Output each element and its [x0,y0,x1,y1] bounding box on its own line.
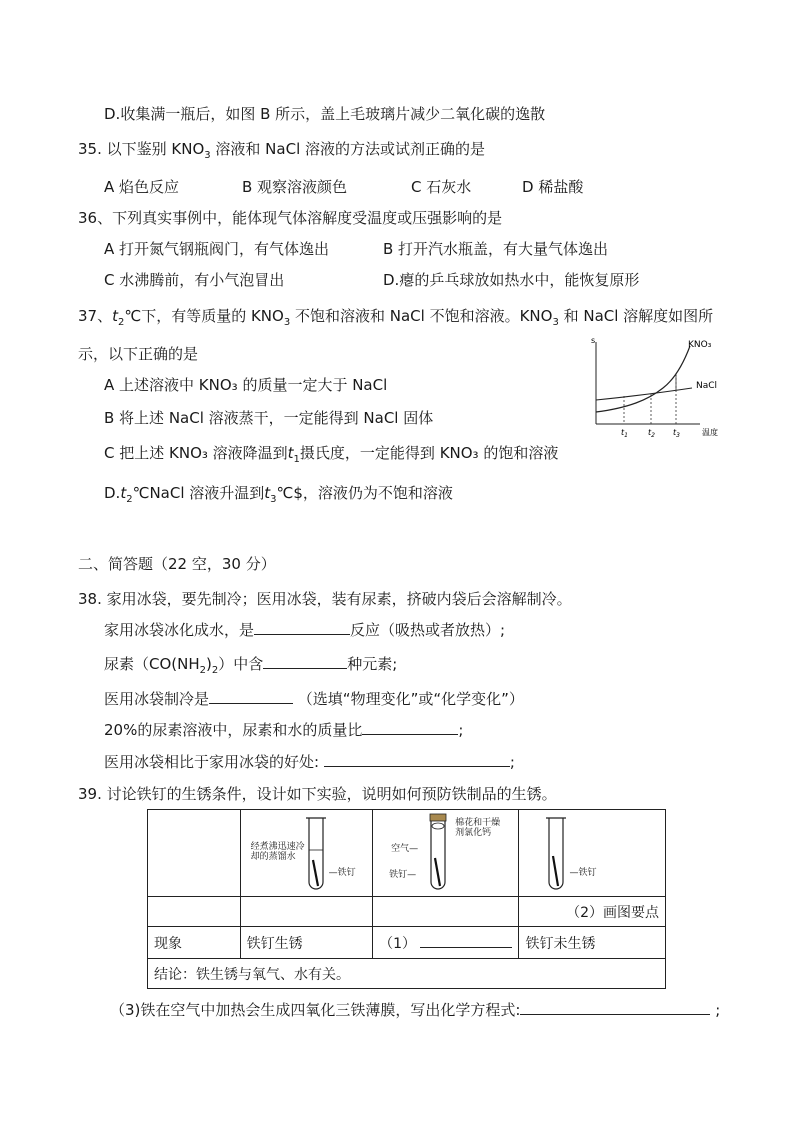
q36-option-c: C 水沸腾前，有小气泡冒出 [104,271,285,289]
x-axis-label: 温度 [702,428,718,437]
q37-stem-line2: 示，以下正确的是 [78,345,199,363]
table-row [148,810,666,897]
test-tube-3-icon [543,816,569,894]
q37-stem-line1: 37、$t_2℃$下，有等质量的 $KNO_3$ 不饱和溶液和 NaCl 不饱和溶液。$KNO_3$ 和 NaCl 溶解度如图所 [78,307,714,328]
q38-stem: 38. 家用冰袋，要先制冷；医用冰袋，装有尿素，挤破内袋后会溶解制冷。 [78,590,572,608]
q38-line3: 医用冰袋制冷是 （选填“物理变化”或“化学变化”） [104,690,524,708]
conclusion: 结论：铁生锈与氧气、水有关。 [148,959,666,989]
q38-line2: 尿素$(CO(NH_2)_2)$中含 种元素; [104,655,398,676]
tube2-nail-label: 铁钉— [389,870,417,880]
y-axis-label: s [591,336,596,345]
q39-stem: 39. 讨论铁钉的生锈条件，设计如下实验，说明如何预防铁制品的生锈。 [78,785,557,803]
q36-option-d: D.瘪的乒乓球放如热水中，能恢复原形 [383,271,640,289]
table-row [148,959,666,989]
table-cell-empty [148,810,241,897]
q37-option-d: $D.t_2℃NaCl$ 溶液升温到$t_3℃\$$，溶液仍为不饱和溶液 [104,484,453,505]
q35-option-b: B 观察溶液颜色 [242,178,348,196]
tube3-nail-label: —铁钉 [569,868,597,878]
q36-stem: 36、下列真实事例中，能体现气体溶解度受温度或压强影响的是 [78,209,503,227]
q38-line5: 医用冰袋相比于家用冰袋的好处: ; [104,753,515,771]
test-tube-2-icon [423,812,453,894]
section2-title: 二、简答题（22 空，30 分） [78,555,276,573]
phenomenon-1: 铁钉生锈 [240,927,372,959]
q35-stem: 35. 以下鉴别 $KNO_3$ 溶液和 NaCl 溶液的方法或试剂正确的是 [78,140,486,161]
q35-option-a: A 焰色反应 [104,178,180,196]
tube1-water-label: 经煮沸迅速冷却的蒸馏水 [250,842,305,862]
tick-t1: $t_1$ [621,428,628,439]
tube1-cell [240,810,372,897]
q38-line1: 家用冰袋冰化成水，是 反应（吸热或者放热）; [104,621,506,639]
tube2-air-label: 空气— [391,844,419,854]
q39-part3: （3)铁在空气中加热会生成四氧化三铁薄膜，写出化学方程式: ; [110,1001,721,1019]
table-row [148,897,666,927]
solubility-chart [588,334,728,442]
tick-t2: $t_2$ [648,428,655,439]
phenomenon-2: （1） [373,927,519,959]
q39-blank1[interactable] [420,933,512,948]
tick-t3: $t_3$ [673,428,680,439]
experiment-table [147,809,666,989]
q38-blank5[interactable] [324,752,510,767]
q35-option-c: C 石灰水 [411,178,472,196]
series-label-nacl: NaCl [696,381,718,391]
q34-option-d: D.收集满一瓶后，如图 B 所示，盖上毛玻璃片减少二氧化碳的逸散 [104,105,546,123]
q37-option-c: C 把上述 KNO₃ 溶液降温到$t_1$摄氏度，一定能得到 KNO₃ 的饱和溶液 [104,444,559,465]
series-label-kno3: KNO₃ [688,340,712,350]
table-row [148,927,666,959]
q38-blank3[interactable] [209,689,293,704]
q38-blank2[interactable] [263,654,347,669]
nacl-curve [596,388,692,400]
tube2-cotton-label: 棉花和干燥剂氯化钙 [455,818,501,838]
q37-option-b: B 将上述 NaCl 溶液蒸干，一定能得到 NaCl 固体 [104,409,434,427]
phenomenon-3: 铁钉未生锈 [519,927,666,959]
q36-option-a: A 打开氮气钢瓶阀门，有气体逸出 [104,240,330,258]
q35-option-d: D 稀盐酸 [522,178,584,196]
phenomenon-label: 现象 [148,927,241,959]
tube3-cell [519,810,666,897]
tube1-nail-label: —铁钉 [328,868,356,878]
q37-option-a: A 上述溶液中 KNO₃ 的质量一定大于 NaCl [104,376,388,394]
tube2-cell [373,810,519,897]
q38-blank4[interactable] [362,720,458,735]
draw-points-cell: （2）画图要点 [519,897,666,927]
q38-blank1[interactable] [254,620,350,635]
q38-line4: 20%的尿素溶液中，尿素和水的质量比 ; [104,721,464,739]
q39-blank3[interactable] [520,1000,710,1015]
q36-option-b: B 打开汽水瓶盖，有大量气体逸出 [383,240,609,258]
